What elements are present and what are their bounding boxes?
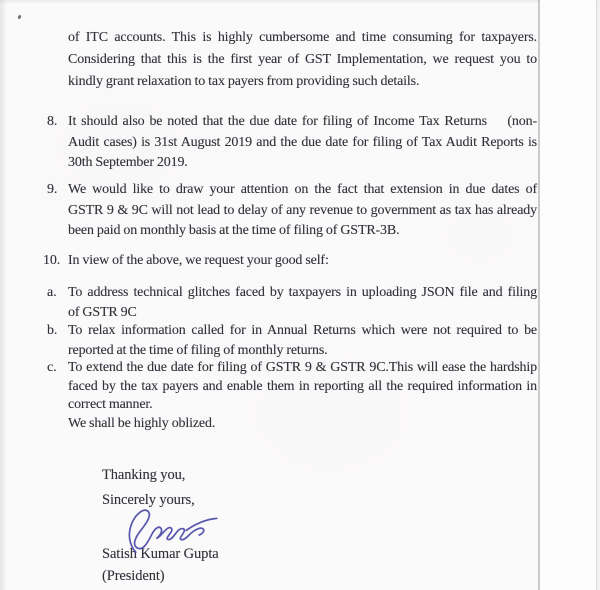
signatory-title: (President) xyxy=(102,568,165,584)
scan-edge-left xyxy=(0,0,7,590)
block-item-8 xyxy=(47,112,537,174)
signature-scribble xyxy=(123,501,219,554)
text-line: We would like to draw your attention on the fact that extension in due dates of xyxy=(68,182,537,197)
closing-thanking: Thanking you, xyxy=(102,467,186,483)
text-line: of ITC accounts. This is highly cumbersome and time consuming for taxpayers. xyxy=(68,30,537,45)
list-marker: 10. xyxy=(43,253,61,268)
scan-fold-line xyxy=(538,0,540,590)
text-line: GSTR 9 & 9C will not lead to delay of any revenue to government as tax has already xyxy=(68,202,537,218)
text-line: Considering that this is the first year of GST Implementation, we request you to xyxy=(68,52,537,67)
list-marker: c. xyxy=(47,360,57,375)
text-line: been paid on monthly basis at the time of filing of GSTR-3B. xyxy=(68,223,400,238)
list-marker: b. xyxy=(47,323,58,338)
scan-right-margin xyxy=(540,0,597,590)
text-line: To address technical glitches faced by taxpayers in uploading JSON file and filing xyxy=(68,285,537,300)
list-marker: a. xyxy=(47,285,57,300)
text-line: 30th September 2019. xyxy=(68,155,188,170)
text-line: reported at the time of filing of monthly returns. xyxy=(68,342,328,358)
closing-sincerely: Sincerely yours, xyxy=(102,492,195,508)
block-item-b xyxy=(47,321,537,360)
block-item-a xyxy=(47,283,537,322)
list-marker: 9. xyxy=(47,182,58,197)
block-item-10 xyxy=(43,251,537,271)
text-line: of GSTR 9C xyxy=(68,304,137,320)
block-item-9 xyxy=(47,180,537,242)
signatory-name: Satish Kumar Gupta xyxy=(102,546,219,562)
ink-speck xyxy=(17,15,21,20)
scan-edge-top xyxy=(0,0,600,4)
text-line: kindly grant relaxation to tax payers from providing such details. xyxy=(68,74,420,89)
list-marker: 8. xyxy=(47,114,58,129)
text-line: correct manner. xyxy=(68,397,153,412)
text-line: We shall be highly oblized. xyxy=(68,416,216,431)
block-item-c xyxy=(47,359,537,415)
text-line: faced by the tax payers and enable them in reporting all the required information in xyxy=(68,378,537,394)
text-line: To extend the due date for filing of GSTR 9 & GSTR 9C.This will ease the hardship xyxy=(68,360,537,375)
text-line: In view of the above, we request your good self: xyxy=(68,253,329,268)
text-line: To relax information called for in Annual Returns which were not required to be xyxy=(68,323,537,338)
block-para-intro xyxy=(68,27,537,93)
text-line: It should also be noted that the due date for filing of Income Tax Returns (non- xyxy=(68,114,537,129)
block-para-obliged xyxy=(68,414,537,434)
text-line: Audit cases) is 31st August 2019 and the due date for filing of Tax Audit Reports is xyxy=(68,134,537,150)
